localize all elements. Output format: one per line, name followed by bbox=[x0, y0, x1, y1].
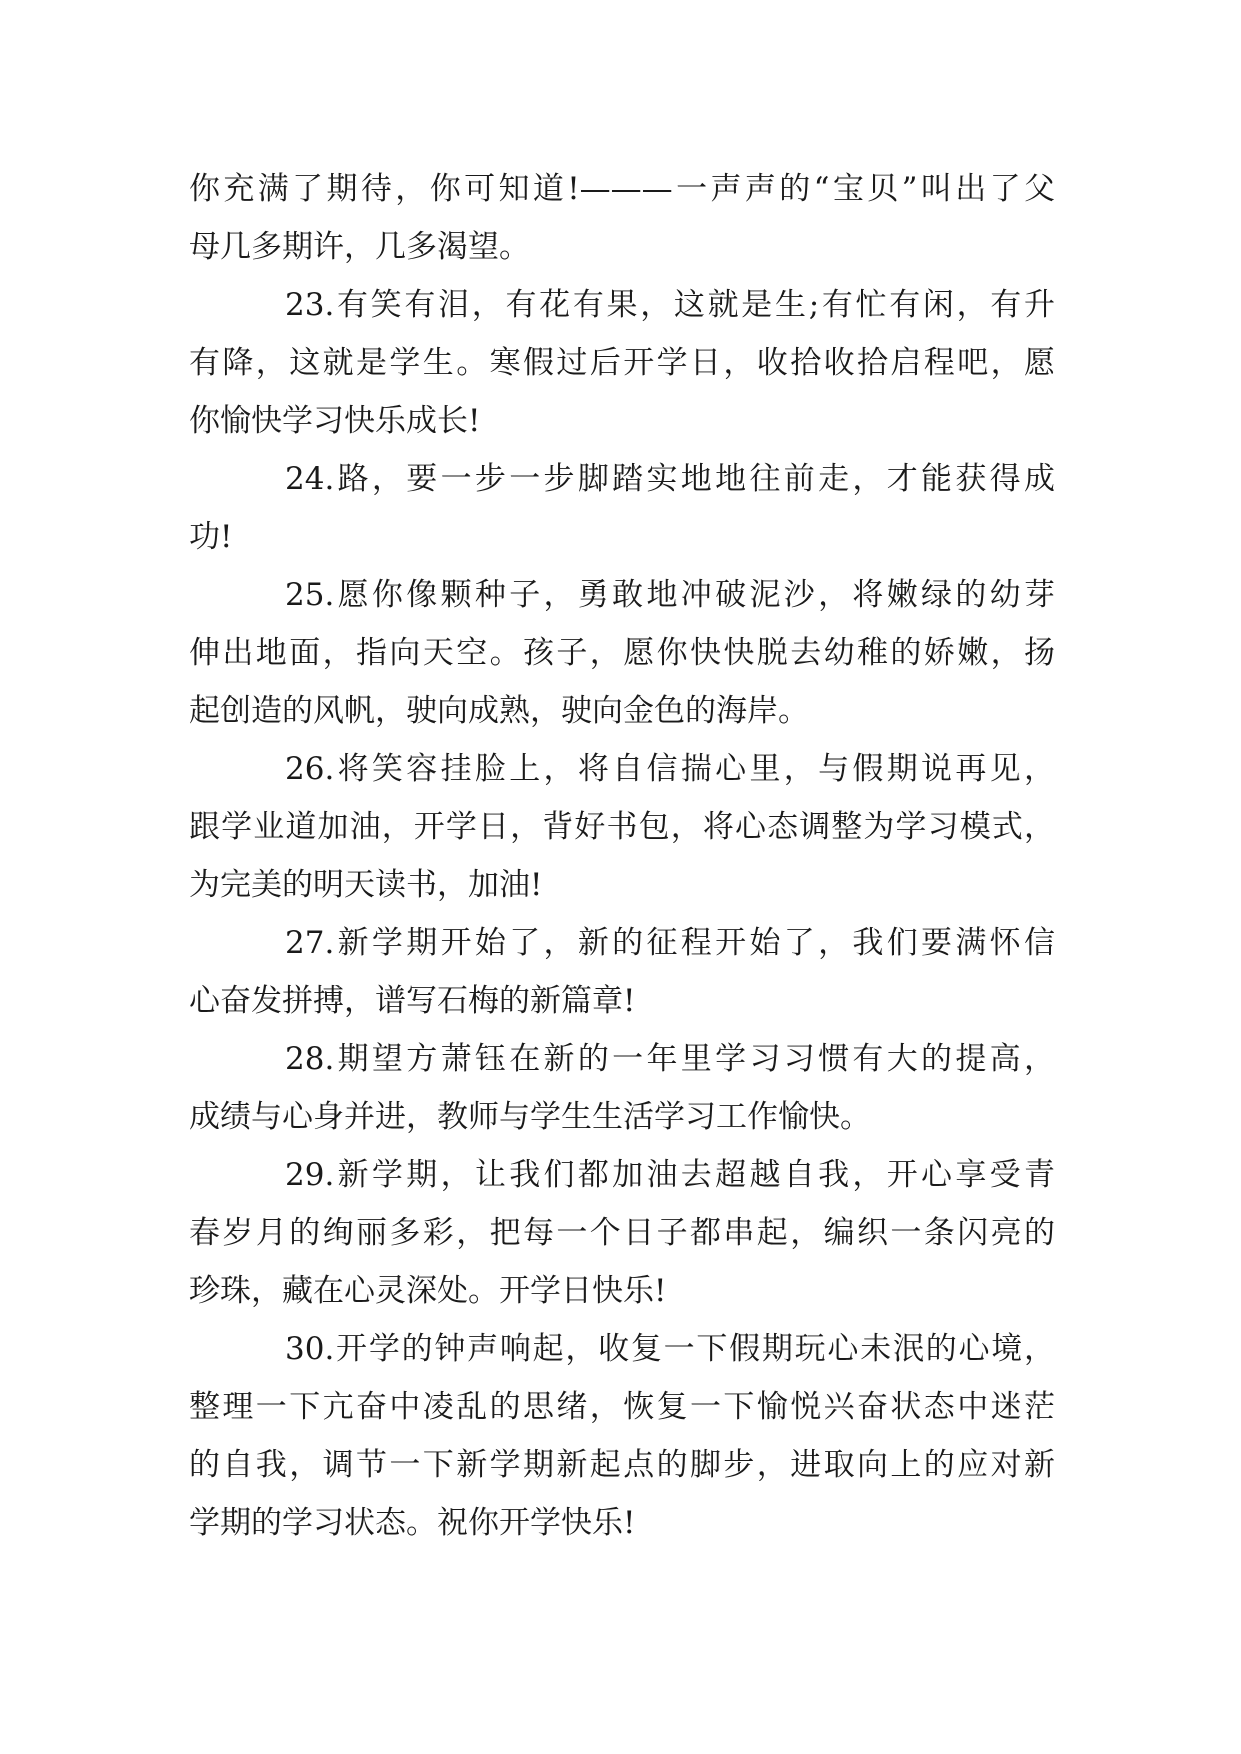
text-line: 有降，这就是学生。寒假过后开学日，收拾收拾启程吧，愿 bbox=[189, 345, 1055, 381]
paragraph-30 bbox=[189, 1320, 1055, 1552]
text-line: 25.愿你像颗种子，勇敢地冲破泥沙，将嫩绿的幼芽 bbox=[285, 577, 1055, 613]
paragraph-continued bbox=[189, 160, 1055, 276]
text-line: 心奋发拼搏，谱写石梅的新篇章! bbox=[189, 983, 636, 1019]
text-line: 跟学业道加油，开学日，背好书包，将心态调整为学习模式， bbox=[189, 809, 1055, 845]
paragraph-27 bbox=[189, 914, 1055, 1030]
text-line: 春岁月的绚丽多彩，把每一个日子都串起，编织一条闪亮的 bbox=[189, 1215, 1055, 1251]
text-line: 24.路，要一步一步脚踏实地地往前走，才能获得成 bbox=[285, 461, 1055, 497]
text-line: 母几多期许，几多渴望。 bbox=[189, 229, 530, 265]
paragraph-26 bbox=[189, 740, 1055, 914]
text-line: 26.将笑容挂脸上，将自信揣心里，与假期说再见， bbox=[285, 751, 1055, 787]
text-line: 整理一下亢奋中凌乱的思绪，恢复一下愉悦兴奋状态中迷茫 bbox=[189, 1389, 1055, 1425]
text-line: 27.新学期开始了，新的征程开始了，我们要满怀信 bbox=[285, 925, 1055, 961]
text-line: 你愉快学习快乐成长! bbox=[189, 403, 481, 439]
text-line: 学期的学习状态。祝你开学快乐! bbox=[189, 1505, 636, 1541]
paragraph-28 bbox=[189, 1030, 1055, 1146]
text-line: 29.新学期，让我们都加油去超越自我，开心享受青 bbox=[285, 1157, 1055, 1193]
text-line: 为完美的明天读书，加油! bbox=[189, 867, 543, 903]
paragraph-29 bbox=[189, 1146, 1055, 1320]
text-line: 起创造的风帆，驶向成熟，驶向金色的海岸。 bbox=[189, 693, 809, 729]
text-line: 23.有笑有泪，有花有果，这就是生;有忙有闲，有升 bbox=[285, 287, 1055, 323]
text-line: 成绩与心身并进，教师与学生生活学习工作愉快。 bbox=[189, 1099, 871, 1135]
paragraph-25 bbox=[189, 566, 1055, 740]
paragraph-24 bbox=[189, 450, 1055, 566]
document-body bbox=[189, 160, 1055, 1552]
paragraph-23 bbox=[189, 276, 1055, 450]
text-line: 伸出地面，指向天空。孩子，愿你快快脱去幼稚的娇嫩，扬 bbox=[189, 635, 1055, 671]
text-line: 你充满了期待，你可知道!———一声声的“宝贝”叫出了父 bbox=[189, 171, 1055, 207]
text-line: 珍珠，藏在心灵深处。开学日快乐! bbox=[189, 1273, 667, 1309]
text-line: 功! bbox=[189, 519, 233, 555]
text-line: 28.期望方萧钰在新的一年里学习习惯有大的提高， bbox=[285, 1041, 1055, 1077]
text-line: 30.开学的钟声响起，收复一下假期玩心未泯的心境， bbox=[285, 1331, 1055, 1367]
text-line: 的自我，调节一下新学期新起点的脚步，进取向上的应对新 bbox=[189, 1447, 1055, 1483]
